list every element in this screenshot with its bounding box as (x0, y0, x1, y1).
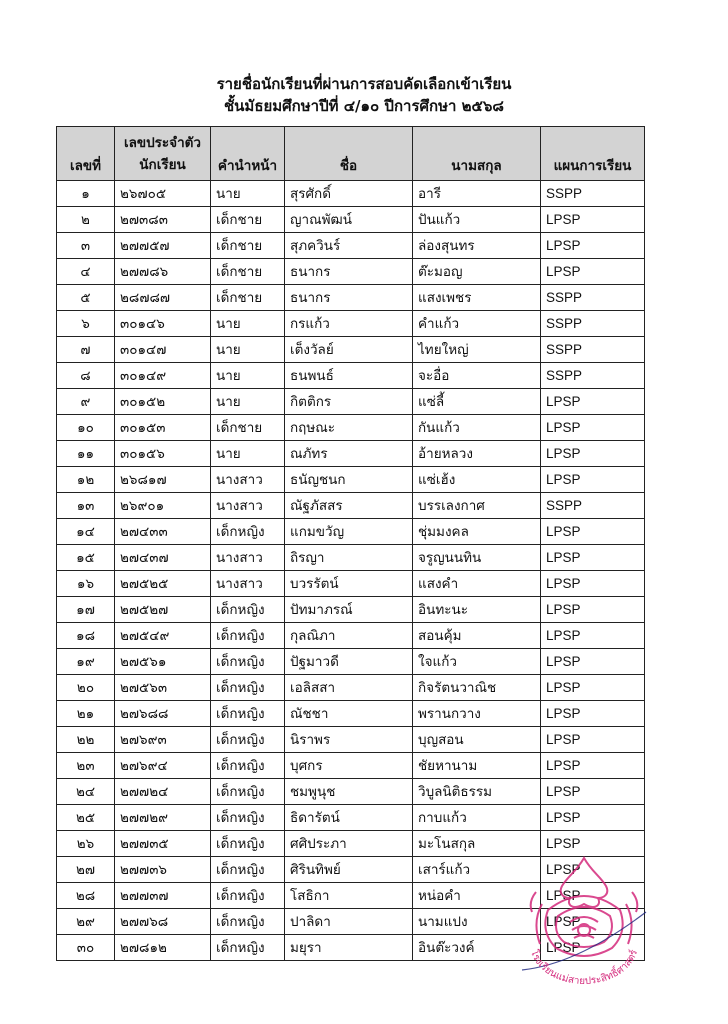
cell-study-plan: LPSP (541, 909, 645, 935)
cell-study-plan: SSPP (541, 337, 645, 363)
cell-student-id: ๒๗๕๒๕ (115, 571, 211, 597)
cell-name: มยุรา (285, 935, 413, 961)
table-row (57, 545, 645, 571)
cell-prefix: เด็กหญิง (211, 831, 285, 857)
cell-surname: ต๊ะมอญ (413, 259, 541, 285)
cell-name: แกมขวัญ (285, 519, 413, 545)
cell-student-id: ๒๗๔๓๗ (115, 545, 211, 571)
column-header-prefix: คำนำหน้า (211, 127, 285, 181)
cell-no: ๔ (57, 259, 115, 285)
cell-prefix: นาย (211, 363, 285, 389)
cell-student-id: ๒๗๗๖๘ (115, 909, 211, 935)
column-header-study-plan: แผนการเรียน (541, 127, 645, 181)
table-row (57, 181, 645, 207)
table-row (57, 623, 645, 649)
cell-prefix: นางสาว (211, 571, 285, 597)
table-row (57, 363, 645, 389)
cell-surname: วิบูลนิติธรรม (413, 779, 541, 805)
cell-name: โสธิกา (285, 883, 413, 909)
cell-study-plan: LPSP (541, 649, 645, 675)
cell-prefix: เด็กหญิง (211, 701, 285, 727)
table-row (57, 389, 645, 415)
cell-name: เต็งวัลย์ (285, 337, 413, 363)
column-header-no: เลขที่ (57, 127, 115, 181)
cell-prefix: นาย (211, 181, 285, 207)
cell-study-plan: LPSP (541, 389, 645, 415)
table-row (57, 753, 645, 779)
cell-prefix: เด็กหญิง (211, 597, 285, 623)
cell-surname: หน่อคำ (413, 883, 541, 909)
cell-no: ๑๓ (57, 493, 115, 519)
cell-name: กิตติกร (285, 389, 413, 415)
school-seal-stamp (518, 852, 650, 1000)
cell-student-id: ๒๗๗๓๖ (115, 857, 211, 883)
cell-student-id: ๓๐๑๕๖ (115, 441, 211, 467)
cell-student-id: ๒๗๓๘๓ (115, 207, 211, 233)
cell-name: ชมพูนุช (285, 779, 413, 805)
cell-student-id: ๓๐๑๔๗ (115, 337, 211, 363)
cell-name: กุลณิภา (285, 623, 413, 649)
cell-no: ๖ (57, 311, 115, 337)
cell-surname: แซ่ลี้ (413, 389, 541, 415)
table-row (57, 571, 645, 597)
table-row (57, 727, 645, 753)
cell-surname: ล่องสุนทร (413, 233, 541, 259)
cell-no: ๑๒ (57, 467, 115, 493)
cell-study-plan: SSPP (541, 181, 645, 207)
cell-surname: เสาร์แก้ว (413, 857, 541, 883)
cell-study-plan: LPSP (541, 545, 645, 571)
column-header-surname: นามสกุล (413, 127, 541, 181)
cell-student-id: ๒๖๙๐๑ (115, 493, 211, 519)
cell-no: ๑๙ (57, 649, 115, 675)
cell-study-plan: LPSP (541, 415, 645, 441)
cell-no: ๒๓ (57, 753, 115, 779)
cell-surname: บรรเลงกาศ (413, 493, 541, 519)
cell-no: ๗ (57, 337, 115, 363)
cell-student-id: ๒๗๗๒๙ (115, 805, 211, 831)
cell-study-plan: LPSP (541, 779, 645, 805)
table-row (57, 259, 645, 285)
cell-surname: อินทะนะ (413, 597, 541, 623)
cell-name: นิราพร (285, 727, 413, 753)
cell-surname: แซ่เฮ้ง (413, 467, 541, 493)
cell-no: ๘ (57, 363, 115, 389)
table-row (57, 675, 645, 701)
cell-student-id: ๒๗๘๑๒ (115, 935, 211, 961)
table-row (57, 311, 645, 337)
cell-no: ๑๘ (57, 623, 115, 649)
cell-prefix: เด็กหญิง (211, 623, 285, 649)
table-row (57, 207, 645, 233)
cell-student-id: ๒๗๗๓๕ (115, 831, 211, 857)
cell-student-id: ๒๗๗๘๖ (115, 259, 211, 285)
cell-prefix: นาย (211, 389, 285, 415)
cell-surname: บุญสอน (413, 727, 541, 753)
cell-prefix: เด็กหญิง (211, 857, 285, 883)
cell-surname: อินต๊ะวงค์ (413, 935, 541, 961)
cell-prefix: เด็กชาย (211, 259, 285, 285)
document-title-line1: รายชื่อนักเรียนที่ผ่านการสอบคัดเลือกเข้าเรียน (216, 75, 512, 93)
cell-name: ณภัทร (285, 441, 413, 467)
cell-study-plan: LPSP (541, 831, 645, 857)
cell-name: ญาณพัฒน์ (285, 207, 413, 233)
cell-prefix: นางสาว (211, 545, 285, 571)
cell-surname: อารี (413, 181, 541, 207)
cell-no: ๒๕ (57, 805, 115, 831)
cell-student-id: ๓๐๑๕๒ (115, 389, 211, 415)
column-header-student-id-line1: เลขประจำตัว (123, 135, 202, 151)
cell-surname: อ้ายหลวง (413, 441, 541, 467)
cell-study-plan: LPSP (541, 805, 645, 831)
cell-surname: จะอื่อ (413, 363, 541, 389)
cell-prefix: เด็กชาย (211, 285, 285, 311)
cell-no: ๓๐ (57, 935, 115, 961)
cell-study-plan: LPSP (541, 935, 645, 961)
table-row (57, 805, 645, 831)
cell-surname: ใจแก้ว (413, 649, 541, 675)
cell-surname: กันแก้ว (413, 415, 541, 441)
cell-study-plan: LPSP (541, 259, 645, 285)
cell-study-plan: LPSP (541, 623, 645, 649)
cell-no: ๑๑ (57, 441, 115, 467)
cell-no: ๒๔ (57, 779, 115, 805)
column-header-student-id-line2: นักเรียน (139, 157, 186, 173)
cell-prefix: นางสาว (211, 467, 285, 493)
cell-name: ธนากร (285, 285, 413, 311)
cell-study-plan: LPSP (541, 675, 645, 701)
cell-student-id: ๓๐๑๕๓ (115, 415, 211, 441)
cell-no: ๑ (57, 181, 115, 207)
cell-name: ธนัญชนก (285, 467, 413, 493)
cell-study-plan: LPSP (541, 857, 645, 883)
cell-prefix: นาย (211, 311, 285, 337)
cell-study-plan: LPSP (541, 233, 645, 259)
cell-no: ๒๗ (57, 857, 115, 883)
cell-student-id: ๒๗๗๕๗ (115, 233, 211, 259)
cell-surname: คำแก้ว (413, 311, 541, 337)
cell-study-plan: LPSP (541, 467, 645, 493)
column-header-name: ชื่อ (285, 127, 413, 181)
cell-student-id: ๓๐๑๔๖ (115, 311, 211, 337)
table-body (57, 181, 645, 961)
cell-prefix: เด็กหญิง (211, 649, 285, 675)
cell-name: บวรรัตน์ (285, 571, 413, 597)
cell-prefix: เด็กชาย (211, 415, 285, 441)
cell-no: ๒๖ (57, 831, 115, 857)
document-title-line2: ชั้นมัธยมศึกษาปีที่ ๔/๑๐ ปีการศึกษา ๒๕๖๘ (224, 97, 504, 115)
cell-student-id: ๒๗๖๘๘ (115, 701, 211, 727)
cell-study-plan: LPSP (541, 441, 645, 467)
cell-surname: แสงคำ (413, 571, 541, 597)
cell-surname: ชัยหานาม (413, 753, 541, 779)
cell-prefix: เด็กหญิง (211, 675, 285, 701)
cell-student-id: ๒๗๔๓๓ (115, 519, 211, 545)
cell-surname: มะโนสกุล (413, 831, 541, 857)
cell-prefix: เด็กหญิง (211, 935, 285, 961)
cell-name: กรแก้ว (285, 311, 413, 337)
cell-name: สุภควินร์ (285, 233, 413, 259)
cell-name: ณัฐภัสสร (285, 493, 413, 519)
cell-student-id: ๓๐๑๔๙ (115, 363, 211, 389)
cell-prefix: นาย (211, 337, 285, 363)
cell-student-id: ๒๖๗๐๕ (115, 181, 211, 207)
cell-name: ปัทมาภรณ์ (285, 597, 413, 623)
cell-name: กฤษณะ (285, 415, 413, 441)
cell-no: ๑๔ (57, 519, 115, 545)
cell-name: สุรศักดิ์ (285, 181, 413, 207)
cell-student-id: ๒๗๕๖๓ (115, 675, 211, 701)
cell-study-plan: LPSP (541, 519, 645, 545)
cell-student-id: ๒๗๕๔๙ (115, 623, 211, 649)
table-row (57, 441, 645, 467)
cell-study-plan: LPSP (541, 727, 645, 753)
cell-surname: กิจรัตนวาณิช (413, 675, 541, 701)
cell-student-id: ๒๗๕๖๑ (115, 649, 211, 675)
table-row (57, 337, 645, 363)
cell-prefix: เด็กหญิง (211, 519, 285, 545)
cell-surname: นามแปง (413, 909, 541, 935)
cell-study-plan: LPSP (541, 753, 645, 779)
cell-no: ๒๘ (57, 883, 115, 909)
column-header-student-id (115, 127, 211, 181)
cell-student-id: ๒๗๗๒๔ (115, 779, 211, 805)
cell-student-id: ๒๗๖๙๓ (115, 727, 211, 753)
cell-surname: พรานกวาง (413, 701, 541, 727)
cell-surname: ไทยใหญ่ (413, 337, 541, 363)
cell-study-plan: LPSP (541, 571, 645, 597)
cell-name: ปัฐมาวดี (285, 649, 413, 675)
cell-name: ศิรินทิพย์ (285, 857, 413, 883)
table-row (57, 701, 645, 727)
cell-no: ๒ (57, 207, 115, 233)
seal-text: โรงเรียนแม่สายประสิทธิ์ศาสตร์ (527, 948, 641, 988)
cell-prefix: เด็กหญิง (211, 753, 285, 779)
cell-no: ๑๕ (57, 545, 115, 571)
table-header-row (57, 127, 645, 181)
cell-student-id: ๒๗๗๓๗ (115, 883, 211, 909)
cell-surname: จรูญนนทิน (413, 545, 541, 571)
cell-surname: ปันแก้ว (413, 207, 541, 233)
cell-surname: แสงเพชร (413, 285, 541, 311)
cell-no: ๒๒ (57, 727, 115, 753)
cell-student-id: ๒๘๗๘๗ (115, 285, 211, 311)
cell-prefix: เด็กชาย (211, 233, 285, 259)
cell-no: ๑๗ (57, 597, 115, 623)
table-row (57, 467, 645, 493)
cell-name: เอลิสสา (285, 675, 413, 701)
cell-name: ณัชชา (285, 701, 413, 727)
cell-study-plan: LPSP (541, 207, 645, 233)
cell-no: ๓ (57, 233, 115, 259)
cell-prefix: เด็กหญิง (211, 779, 285, 805)
cell-name: ปาลิดา (285, 909, 413, 935)
table-row (57, 649, 645, 675)
cell-no: ๕ (57, 285, 115, 311)
cell-student-id: ๒๗๖๙๔ (115, 753, 211, 779)
cell-surname: กาบแก้ว (413, 805, 541, 831)
seal-emblem-icon (531, 858, 638, 956)
cell-prefix: เด็กหญิง (211, 805, 285, 831)
cell-prefix: เด็กหญิง (211, 909, 285, 935)
table-row (57, 779, 645, 805)
cell-name: ถิรญา (285, 545, 413, 571)
student-list-table (56, 126, 645, 961)
cell-name: บุศกร (285, 753, 413, 779)
cell-prefix: เด็กหญิง (211, 727, 285, 753)
cell-study-plan: SSPP (541, 311, 645, 337)
cell-no: ๙ (57, 389, 115, 415)
cell-name: ธิดารัตน์ (285, 805, 413, 831)
cell-no: ๒๐ (57, 675, 115, 701)
cell-surname: สอนคุ้ม (413, 623, 541, 649)
cell-name: ธนากร (285, 259, 413, 285)
cell-study-plan: SSPP (541, 285, 645, 311)
cell-no: ๑๐ (57, 415, 115, 441)
cell-study-plan: LPSP (541, 883, 645, 909)
cell-no: ๑๖ (57, 571, 115, 597)
cell-study-plan: SSPP (541, 493, 645, 519)
cell-student-id: ๒๖๘๑๗ (115, 467, 211, 493)
cell-prefix: นางสาว (211, 493, 285, 519)
cell-prefix: เด็กชาย (211, 207, 285, 233)
table-row (57, 519, 645, 545)
table-row (57, 285, 645, 311)
table-row (57, 233, 645, 259)
cell-name: ธนพนธ์ (285, 363, 413, 389)
cell-prefix: นาย (211, 441, 285, 467)
cell-study-plan: LPSP (541, 597, 645, 623)
cell-student-id: ๒๗๕๒๗ (115, 597, 211, 623)
table-row (57, 493, 645, 519)
cell-study-plan: SSPP (541, 363, 645, 389)
table-row (57, 597, 645, 623)
cell-name: ศศิประภา (285, 831, 413, 857)
cell-surname: ชุ่มมงคล (413, 519, 541, 545)
cell-study-plan: LPSP (541, 701, 645, 727)
cell-no: ๒๑ (57, 701, 115, 727)
table-row (57, 415, 645, 441)
cell-prefix: เด็กหญิง (211, 883, 285, 909)
cell-no: ๒๙ (57, 909, 115, 935)
